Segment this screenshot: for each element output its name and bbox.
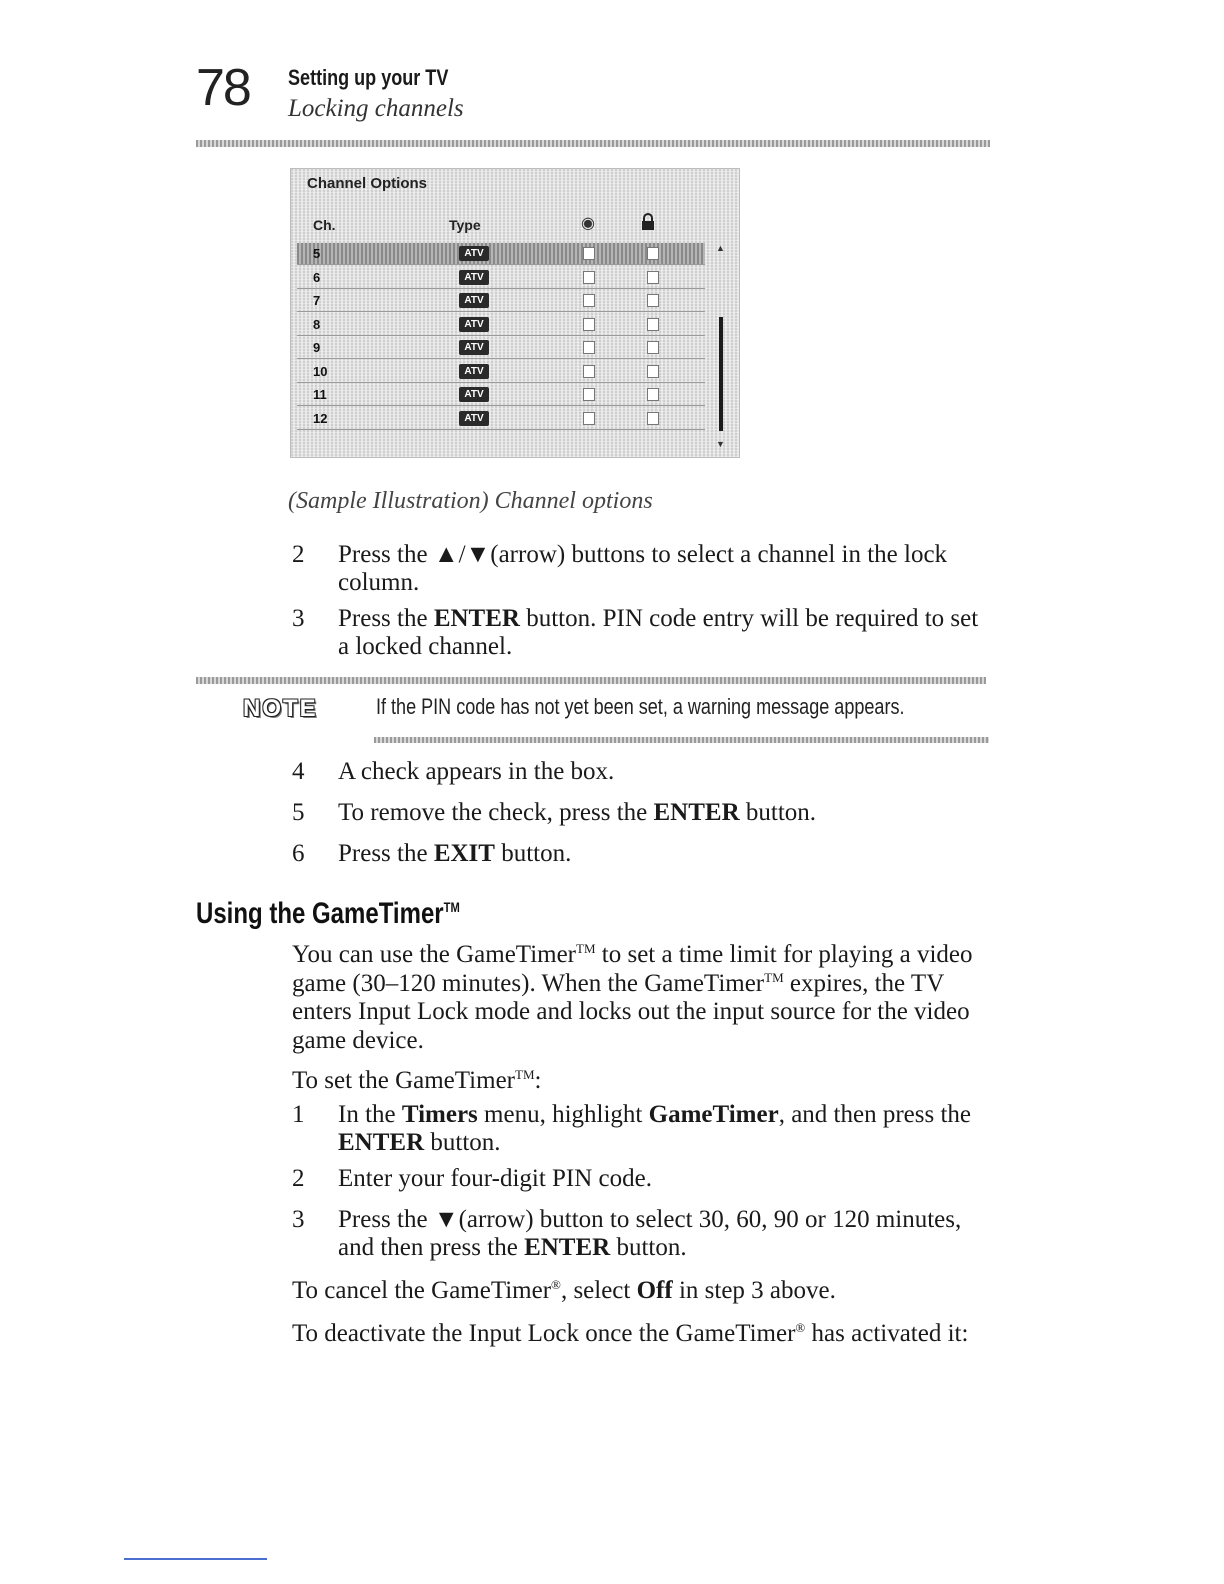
channel-type-badge: ATV	[459, 411, 489, 426]
figure-caption: (Sample Illustration) Channel options	[288, 488, 653, 514]
header-rule	[196, 140, 990, 147]
channel-row[interactable]	[297, 314, 705, 336]
gametimer-heading: Using the GameTimer™	[196, 897, 460, 930]
channel-type-badge: ATV	[459, 270, 489, 285]
note-label: NOTE	[243, 695, 318, 722]
col-header-type: Type	[449, 217, 481, 233]
lock-checkbox[interactable]	[647, 341, 659, 354]
channel-number: 9	[313, 340, 321, 355]
skip-checkbox[interactable]	[583, 412, 595, 425]
channel-number: 12	[313, 410, 328, 426]
note-rule-top	[196, 677, 986, 684]
gametimer-step-2: 2 Enter your four-digit PIN code.	[292, 1165, 653, 1192]
subsection-title: Locking channels	[288, 95, 464, 122]
channel-row[interactable]	[297, 384, 705, 406]
skip-eye-icon: ◉	[581, 215, 595, 232]
lock-checkbox[interactable]	[647, 294, 659, 307]
channel-number: 5	[313, 246, 321, 261]
lock-checkbox[interactable]	[647, 388, 659, 401]
col-header-ch: Ch.	[313, 217, 336, 233]
channel-row[interactable]	[297, 267, 705, 289]
gametimer-step-1: 1 In the Timers menu, highlight GameTimer, and then press the ENTER button.	[292, 1101, 971, 1156]
lock-checkbox[interactable]	[647, 271, 659, 284]
channel-type-badge: ATV	[459, 317, 489, 332]
channel-number: 8	[313, 316, 321, 332]
channel-row[interactable]	[297, 243, 705, 265]
skip-checkbox[interactable]	[583, 341, 595, 354]
skip-checkbox[interactable]	[583, 365, 595, 378]
channel-number: 6	[313, 269, 321, 285]
channel-options-screen	[290, 168, 740, 458]
gametimer-intro: You can use the GameTimer™ to set a time limit for playing a video game (30–120 minutes). When the GameTimer™ expires, the TV enters Input Lock mode and locks out the input source for the video game device.	[292, 941, 973, 1054]
skip-checkbox[interactable]	[583, 318, 595, 331]
channel-number: 11	[313, 387, 327, 402]
channel-number: 7	[313, 293, 321, 308]
channel-row[interactable]	[297, 337, 705, 359]
skip-checkbox[interactable]	[583, 247, 595, 260]
footer-rule	[124, 1558, 267, 1560]
channel-type-badge: ATV	[459, 246, 489, 261]
skip-checkbox[interactable]	[583, 271, 595, 284]
channel-number: 10	[313, 363, 328, 379]
step-3: 3 Press the ENTER button. PIN code entry will be required to set a locked channel.	[292, 605, 979, 660]
section-title: Setting up your TV	[288, 65, 449, 90]
step-2: 2 Press the ▲/▼(arrow) buttons to select a channel in the lock column.	[292, 541, 948, 596]
step-5: 5 To remove the check, press the ENTER button.	[292, 799, 817, 826]
channel-type-badge: ATV	[459, 364, 489, 379]
skip-checkbox[interactable]	[583, 294, 595, 307]
gametimer-deactivate: To deactivate the Input Lock once the GameTimer® has activated it:	[292, 1320, 969, 1347]
osd-title: Channel Options	[307, 175, 427, 192]
lock-icon	[641, 213, 653, 227]
step-6: 6 Press the EXIT button.	[292, 840, 572, 867]
scrollbar[interactable]	[719, 317, 723, 431]
scroll-up-arrow[interactable]: ▲	[716, 243, 725, 253]
note-text: If the PIN code has not yet been set, a warning message appears.	[376, 694, 905, 719]
skip-checkbox[interactable]	[583, 388, 595, 401]
gametimer-step-3: 3 Press the ▼(arrow) button to select 30, 60, 90 or 120 minutes, and then press the ENTER button.	[292, 1206, 962, 1261]
channel-type-badge: ATV	[459, 293, 489, 308]
channel-type-badge: ATV	[459, 387, 489, 402]
page-number: 78	[196, 59, 250, 117]
lock-checkbox[interactable]	[647, 318, 659, 331]
lock-checkbox[interactable]	[647, 247, 659, 260]
channel-row[interactable]	[297, 408, 705, 430]
gametimer-cancel: To cancel the GameTimer®, select Off in step 3 above.	[292, 1277, 836, 1304]
channel-type-badge: ATV	[459, 340, 489, 355]
lock-checkbox[interactable]	[647, 412, 659, 425]
step-4: 4 A check appears in the box.	[292, 758, 615, 785]
note-rule-bottom	[374, 737, 989, 743]
lock-checkbox[interactable]	[647, 365, 659, 378]
scroll-down-arrow[interactable]: ▼	[716, 439, 725, 449]
channel-row[interactable]	[297, 290, 705, 312]
gametimer-set-intro: To set the GameTimer™:	[292, 1067, 542, 1094]
channel-row[interactable]	[297, 361, 705, 383]
